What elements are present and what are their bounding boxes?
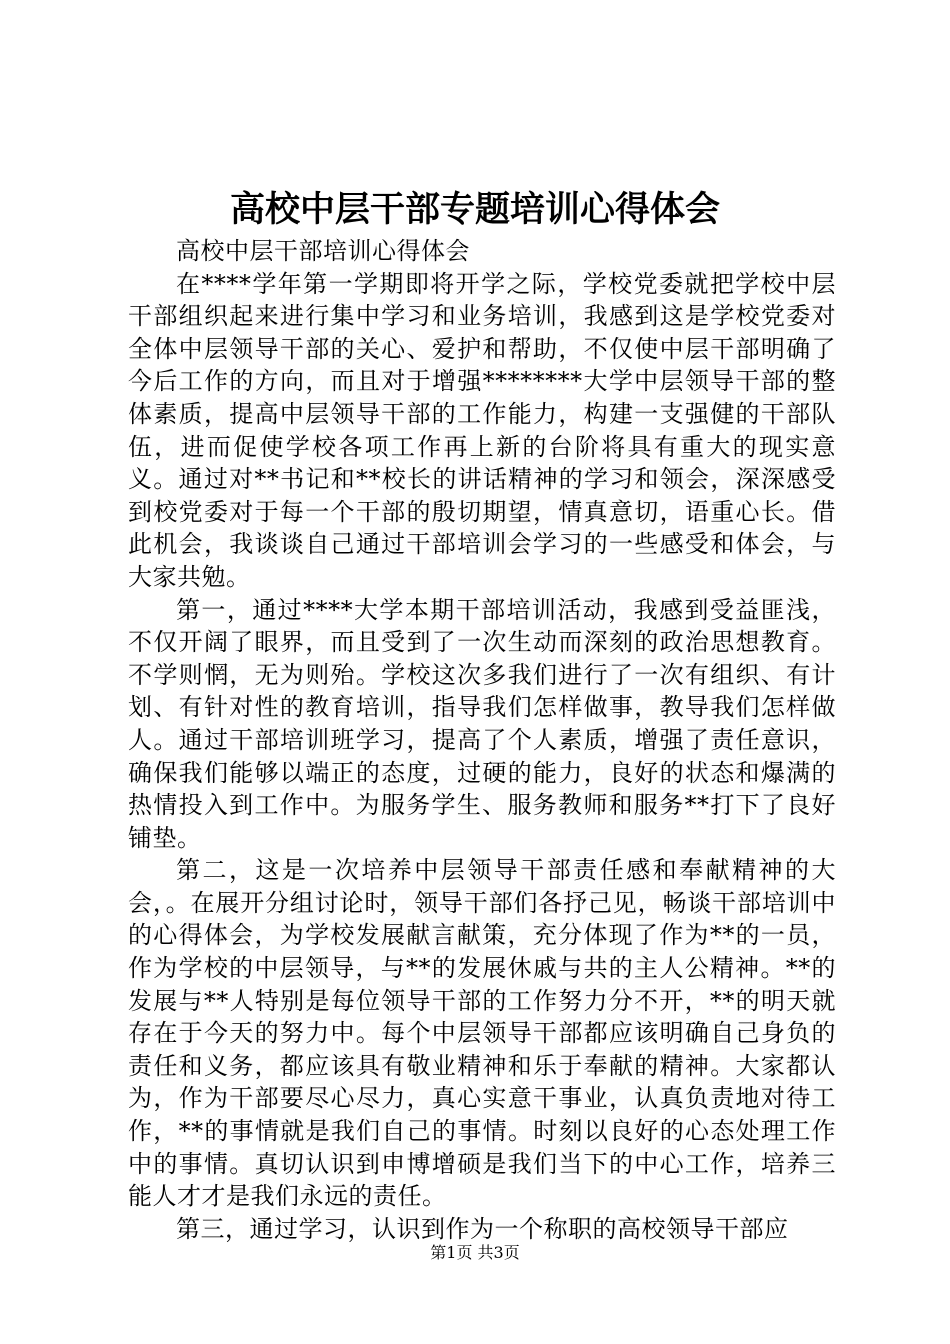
paragraph-second: 第二，这是一次培养中层领导干部责任感和奉献精神的大会，。在展开分组讨论时，领导干部们各抒己见，畅谈干部培训中的心得体会，为学校发展献言献策，充分体现了作为**的一员，作为学校的中层领导，与**的发展休戚与共的主人公精神。**的发展与**人特别是每位领导干部的工作努力分不开，**的明天就存在于今天的努力中。每个中层领导干部都应该明确自己身负的责任和义务，都应该具有敬业精神和乐于奉献的精神。大家都认为，作为干部要尽心尽力，真心实意干事业，认真负责地对待工作，**的事情就是我们自己的事情。时刻以良好的心态处理工作中的事情。真切认识到申博增硕是我们当下的中心工作，培养三能人才才是我们永远的责任。	[128, 856, 836, 1211]
document-body	[128, 235, 836, 1245]
paragraph-third: 第三，通过学习，认识到作为一个称职的高校领导干部应	[176, 1214, 789, 1243]
paragraph-first: 第一，通过****大学本期干部培训活动，我感到受益匪浅，不仅开阔了眼界，而且受到了一次生动而深刻的政治思想教育。不学则惘，无为则殆。学校这次多我们进行了一次有组织、有计划、有针对性的教育培训，指导我们怎样做事，教导我们怎样做人。通过干部培训班学习，提高了个人素质，增强了责任意识，确保我们能够以端正的态度，过硬的能力，良好的状态和爆满的热情投入到工作中。为服务学生、服务教师和服务**打下了良好铺垫。	[128, 595, 836, 852]
paragraph-intro: 在****学年第一学期即将开学之际，学校党委就把学校中层干部组织起来进行集中学习和业务培训，我感到这是学校党委对全体中层领导干部的关心、爱护和帮助，不仅使中层干部明确了今后工作的方向，而且对于增强********大学中层领导干部的整体素质，提高中层领导干部的工作能力，构建一支强健的干部队伍，进而促使学校各项工作再上新的台阶将具有重大的现实意义。通过对**书记和**校长的讲话精神的学习和领会，深深感受到校党委对于每一个干部的殷切期望，情真意切，语重心长。借此机会，我谈谈自己通过干部培训会学习的一些感受和体会，与大家共勉。	[128, 269, 836, 591]
document-subtitle: 高校中层干部培训心得体会	[176, 237, 470, 265]
page-number: 第1页 共3页	[430, 1243, 520, 1262]
document-title: 高校中层干部专题培训心得体会	[229, 189, 720, 230]
